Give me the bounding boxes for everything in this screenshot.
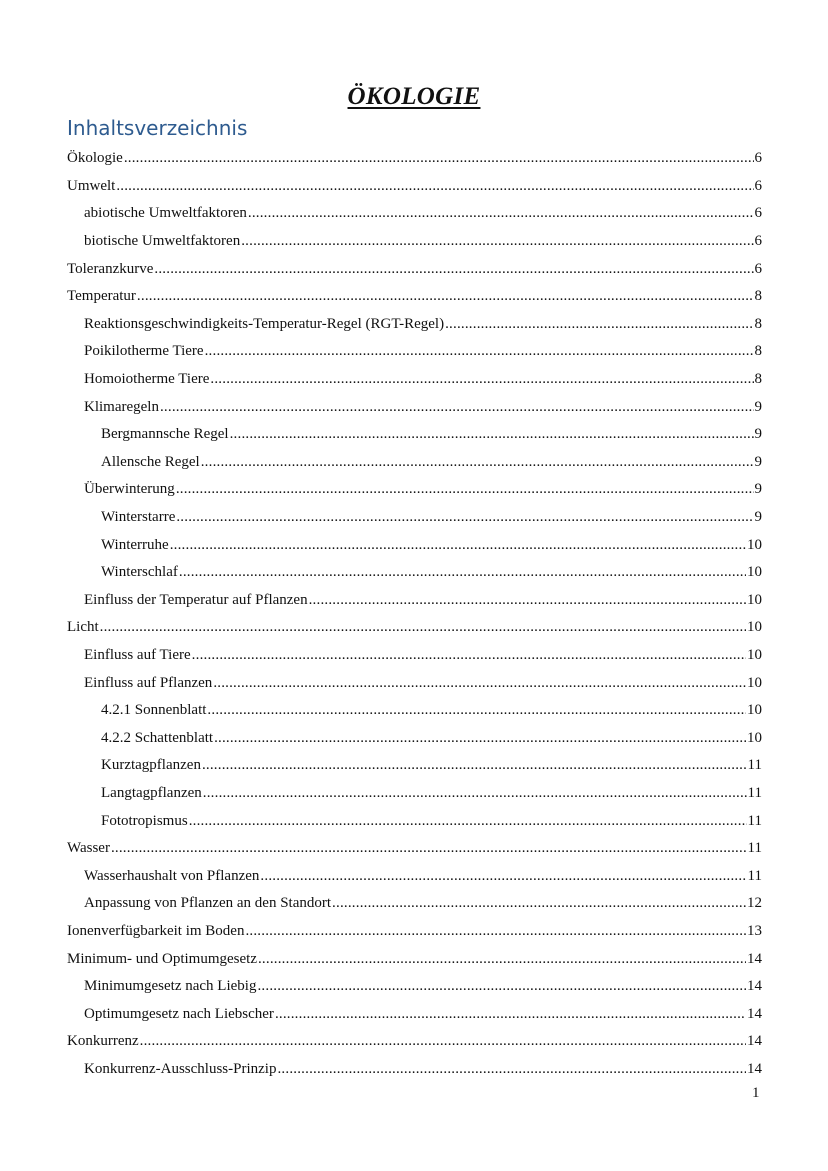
toc-entry-page: 10 — [747, 729, 762, 746]
toc-heading: Inhaltsverzeichnis — [67, 116, 248, 140]
toc-dot-leader — [160, 400, 754, 415]
toc-entry-title: Winterstarre — [101, 509, 176, 526]
toc-entry[interactable] — [67, 366, 762, 394]
toc-dot-leader — [445, 317, 753, 332]
toc-dot-leader — [332, 896, 746, 911]
toc-entry-title: Einfluss auf Pflanzen — [84, 674, 213, 691]
toc-entry-title: Anpassung von Pflanzen an den Standort — [84, 895, 332, 912]
toc-dot-leader — [201, 455, 754, 470]
toc-dot-leader — [245, 924, 746, 939]
toc-entry[interactable] — [67, 697, 762, 725]
toc-dot-leader — [210, 372, 753, 387]
toc-dot-leader — [192, 648, 746, 663]
toc-entry-page: 9 — [754, 453, 762, 470]
toc-entry-page: 10 — [747, 591, 762, 608]
toc-entry-page: 6 — [754, 260, 762, 277]
toc-entry-page: 11 — [747, 757, 762, 774]
toc-entry[interactable] — [67, 945, 762, 973]
toc-entry-title: Licht — [67, 619, 99, 636]
toc-dot-leader — [207, 703, 746, 718]
toc-entry[interactable] — [67, 752, 762, 780]
toc-entry[interactable] — [67, 890, 762, 918]
toc-entry-page: 11 — [747, 840, 762, 857]
toc-entry-page: 10 — [747, 619, 762, 636]
toc-entry[interactable] — [67, 780, 762, 808]
toc-entry-title: Umwelt — [67, 177, 116, 194]
toc-entry-page: 14 — [747, 978, 762, 995]
table-of-contents — [67, 145, 762, 1083]
toc-entry-title: 4.2.1 Sonnenblatt — [101, 702, 207, 719]
toc-entry[interactable] — [67, 587, 762, 615]
toc-dot-leader — [309, 593, 746, 608]
toc-entry-page: 10 — [747, 536, 762, 553]
toc-entry-title: Toleranzkurve — [67, 260, 154, 277]
toc-entry-page: 13 — [747, 922, 762, 939]
toc-dot-leader — [275, 1007, 746, 1022]
toc-entry-title: Überwinterung — [84, 481, 175, 498]
toc-entry[interactable] — [67, 531, 762, 559]
toc-entry-page: 10 — [747, 564, 762, 581]
toc-entry-title: Wasser — [67, 840, 110, 857]
toc-entry-title: Temperatur — [67, 288, 136, 305]
toc-dot-leader — [111, 841, 747, 856]
toc-entry[interactable] — [67, 642, 762, 670]
toc-entry-title: Kurztagpflanzen — [101, 757, 201, 774]
toc-entry-page: 9 — [754, 398, 762, 415]
toc-entry[interactable] — [67, 311, 762, 339]
toc-entry-page: 9 — [754, 426, 762, 443]
toc-dot-leader — [202, 758, 747, 773]
toc-dot-leader — [277, 1062, 746, 1077]
toc-dot-leader — [260, 869, 746, 884]
toc-entry-title: Ionenverfügbarkeit im Boden — [67, 922, 245, 939]
toc-entry-page: 9 — [754, 509, 762, 526]
toc-entry-page: 14 — [747, 1005, 762, 1022]
toc-entry-page: 11 — [747, 867, 762, 884]
toc-entry-title: Einfluss der Temperatur auf Pflanzen — [84, 591, 308, 608]
toc-entry[interactable] — [67, 1028, 762, 1056]
toc-entry[interactable] — [67, 862, 762, 890]
toc-entry-title: Minimum- und Optimumgesetz — [67, 950, 257, 967]
toc-entry-title: Winterruhe — [101, 536, 169, 553]
toc-dot-leader — [205, 344, 754, 359]
toc-entry-title: Reaktionsgeschwindigkeits-Temperatur-Regel (RGT-Regel) — [84, 315, 445, 332]
toc-entry[interactable] — [67, 1056, 762, 1084]
toc-dot-leader — [176, 510, 753, 525]
toc-entry-page: 11 — [747, 784, 762, 801]
toc-entry-title: Minimumgesetz nach Liebig — [84, 978, 257, 995]
toc-dot-leader — [241, 234, 753, 249]
toc-entry-title: Fototropismus — [101, 812, 188, 829]
toc-entry[interactable] — [67, 918, 762, 946]
page-number: 1 — [752, 1085, 760, 1101]
toc-entry-page: 14 — [747, 1033, 762, 1050]
toc-dot-leader — [214, 731, 746, 746]
toc-entry-title: Bergmannsche Regel — [101, 426, 229, 443]
toc-entry-page: 6 — [754, 177, 762, 194]
toc-entry[interactable] — [67, 283, 762, 311]
toc-entry-title: 4.2.2 Schattenblatt — [101, 729, 214, 746]
toc-entry[interactable] — [67, 200, 762, 228]
toc-entry[interactable] — [67, 421, 762, 449]
toc-entry-title: Winterschlaf — [101, 564, 178, 581]
toc-entry[interactable] — [67, 504, 762, 532]
toc-dot-leader — [179, 565, 746, 580]
toc-dot-leader — [124, 151, 754, 166]
toc-entry-title: Einfluss auf Tiere — [84, 646, 191, 663]
toc-entry[interactable] — [67, 614, 762, 642]
toc-entry-title: Wasserhaushalt von Pflanzen — [84, 867, 260, 884]
toc-dot-leader — [116, 179, 753, 194]
toc-entry-page: 12 — [747, 895, 762, 912]
toc-entry-page: 10 — [747, 702, 762, 719]
toc-entry-page: 8 — [754, 288, 762, 305]
toc-entry-title: abiotische Umweltfaktoren — [84, 205, 247, 222]
toc-entry[interactable] — [67, 559, 762, 587]
toc-entry-page: 8 — [754, 315, 762, 332]
toc-entry-title: Poikilotherme Tiere — [84, 343, 204, 360]
toc-entry-page: 14 — [747, 1060, 762, 1077]
toc-entry-page: 11 — [747, 812, 762, 829]
toc-dot-leader — [257, 979, 746, 994]
toc-dot-leader — [258, 952, 746, 967]
toc-dot-leader — [140, 1034, 746, 1049]
toc-entry[interactable] — [67, 835, 762, 863]
toc-entry-title: Optimumgesetz nach Liebscher — [84, 1005, 274, 1022]
toc-entry-title: Ökologie — [67, 150, 123, 167]
toc-entry[interactable] — [67, 1000, 762, 1028]
toc-entry-title: Klimaregeln — [84, 398, 159, 415]
toc-entry-page: 6 — [754, 150, 762, 167]
toc-entry-page: 10 — [747, 646, 762, 663]
toc-entry[interactable] — [67, 145, 762, 173]
toc-entry-title: Konkurrenz-Ausschluss-Prinzip — [84, 1060, 277, 1077]
toc-entry[interactable] — [67, 449, 762, 477]
toc-dot-leader — [230, 427, 754, 442]
toc-entry[interactable] — [67, 669, 762, 697]
toc-entry-title: Allensche Regel — [101, 453, 200, 470]
toc-entry[interactable] — [67, 476, 762, 504]
toc-entry[interactable] — [67, 173, 762, 201]
toc-dot-leader — [176, 482, 754, 497]
toc-entry-page: 6 — [754, 233, 762, 250]
toc-dot-leader — [248, 206, 754, 221]
toc-entry[interactable] — [67, 973, 762, 1001]
toc-entry[interactable] — [67, 338, 762, 366]
toc-dot-leader — [100, 620, 746, 635]
toc-entry-page: 6 — [754, 205, 762, 222]
toc-dot-leader — [203, 786, 747, 801]
toc-dot-leader — [189, 814, 747, 829]
toc-dot-leader — [213, 676, 746, 691]
toc-entry-page: 8 — [754, 343, 762, 360]
toc-dot-leader — [137, 289, 754, 304]
toc-entry-title: biotische Umweltfaktoren — [84, 233, 241, 250]
toc-entry-title: Konkurrenz — [67, 1033, 139, 1050]
toc-entry[interactable] — [67, 228, 762, 256]
toc-entry-title: Langtagpflanzen — [101, 784, 202, 801]
toc-entry[interactable] — [67, 255, 762, 283]
toc-dot-leader — [170, 538, 746, 553]
toc-entry-page: 14 — [747, 950, 762, 967]
toc-entry[interactable] — [67, 393, 762, 421]
toc-entry[interactable] — [67, 724, 762, 752]
toc-entry[interactable] — [67, 807, 762, 835]
page-title: ÖKOLOGIE — [347, 82, 481, 110]
toc-entry-page: 8 — [754, 371, 762, 388]
toc-entry-page: 10 — [747, 674, 762, 691]
toc-entry-page: 9 — [754, 481, 762, 498]
toc-entry-title: Homoiotherme Tiere — [84, 371, 210, 388]
toc-dot-leader — [154, 262, 753, 277]
